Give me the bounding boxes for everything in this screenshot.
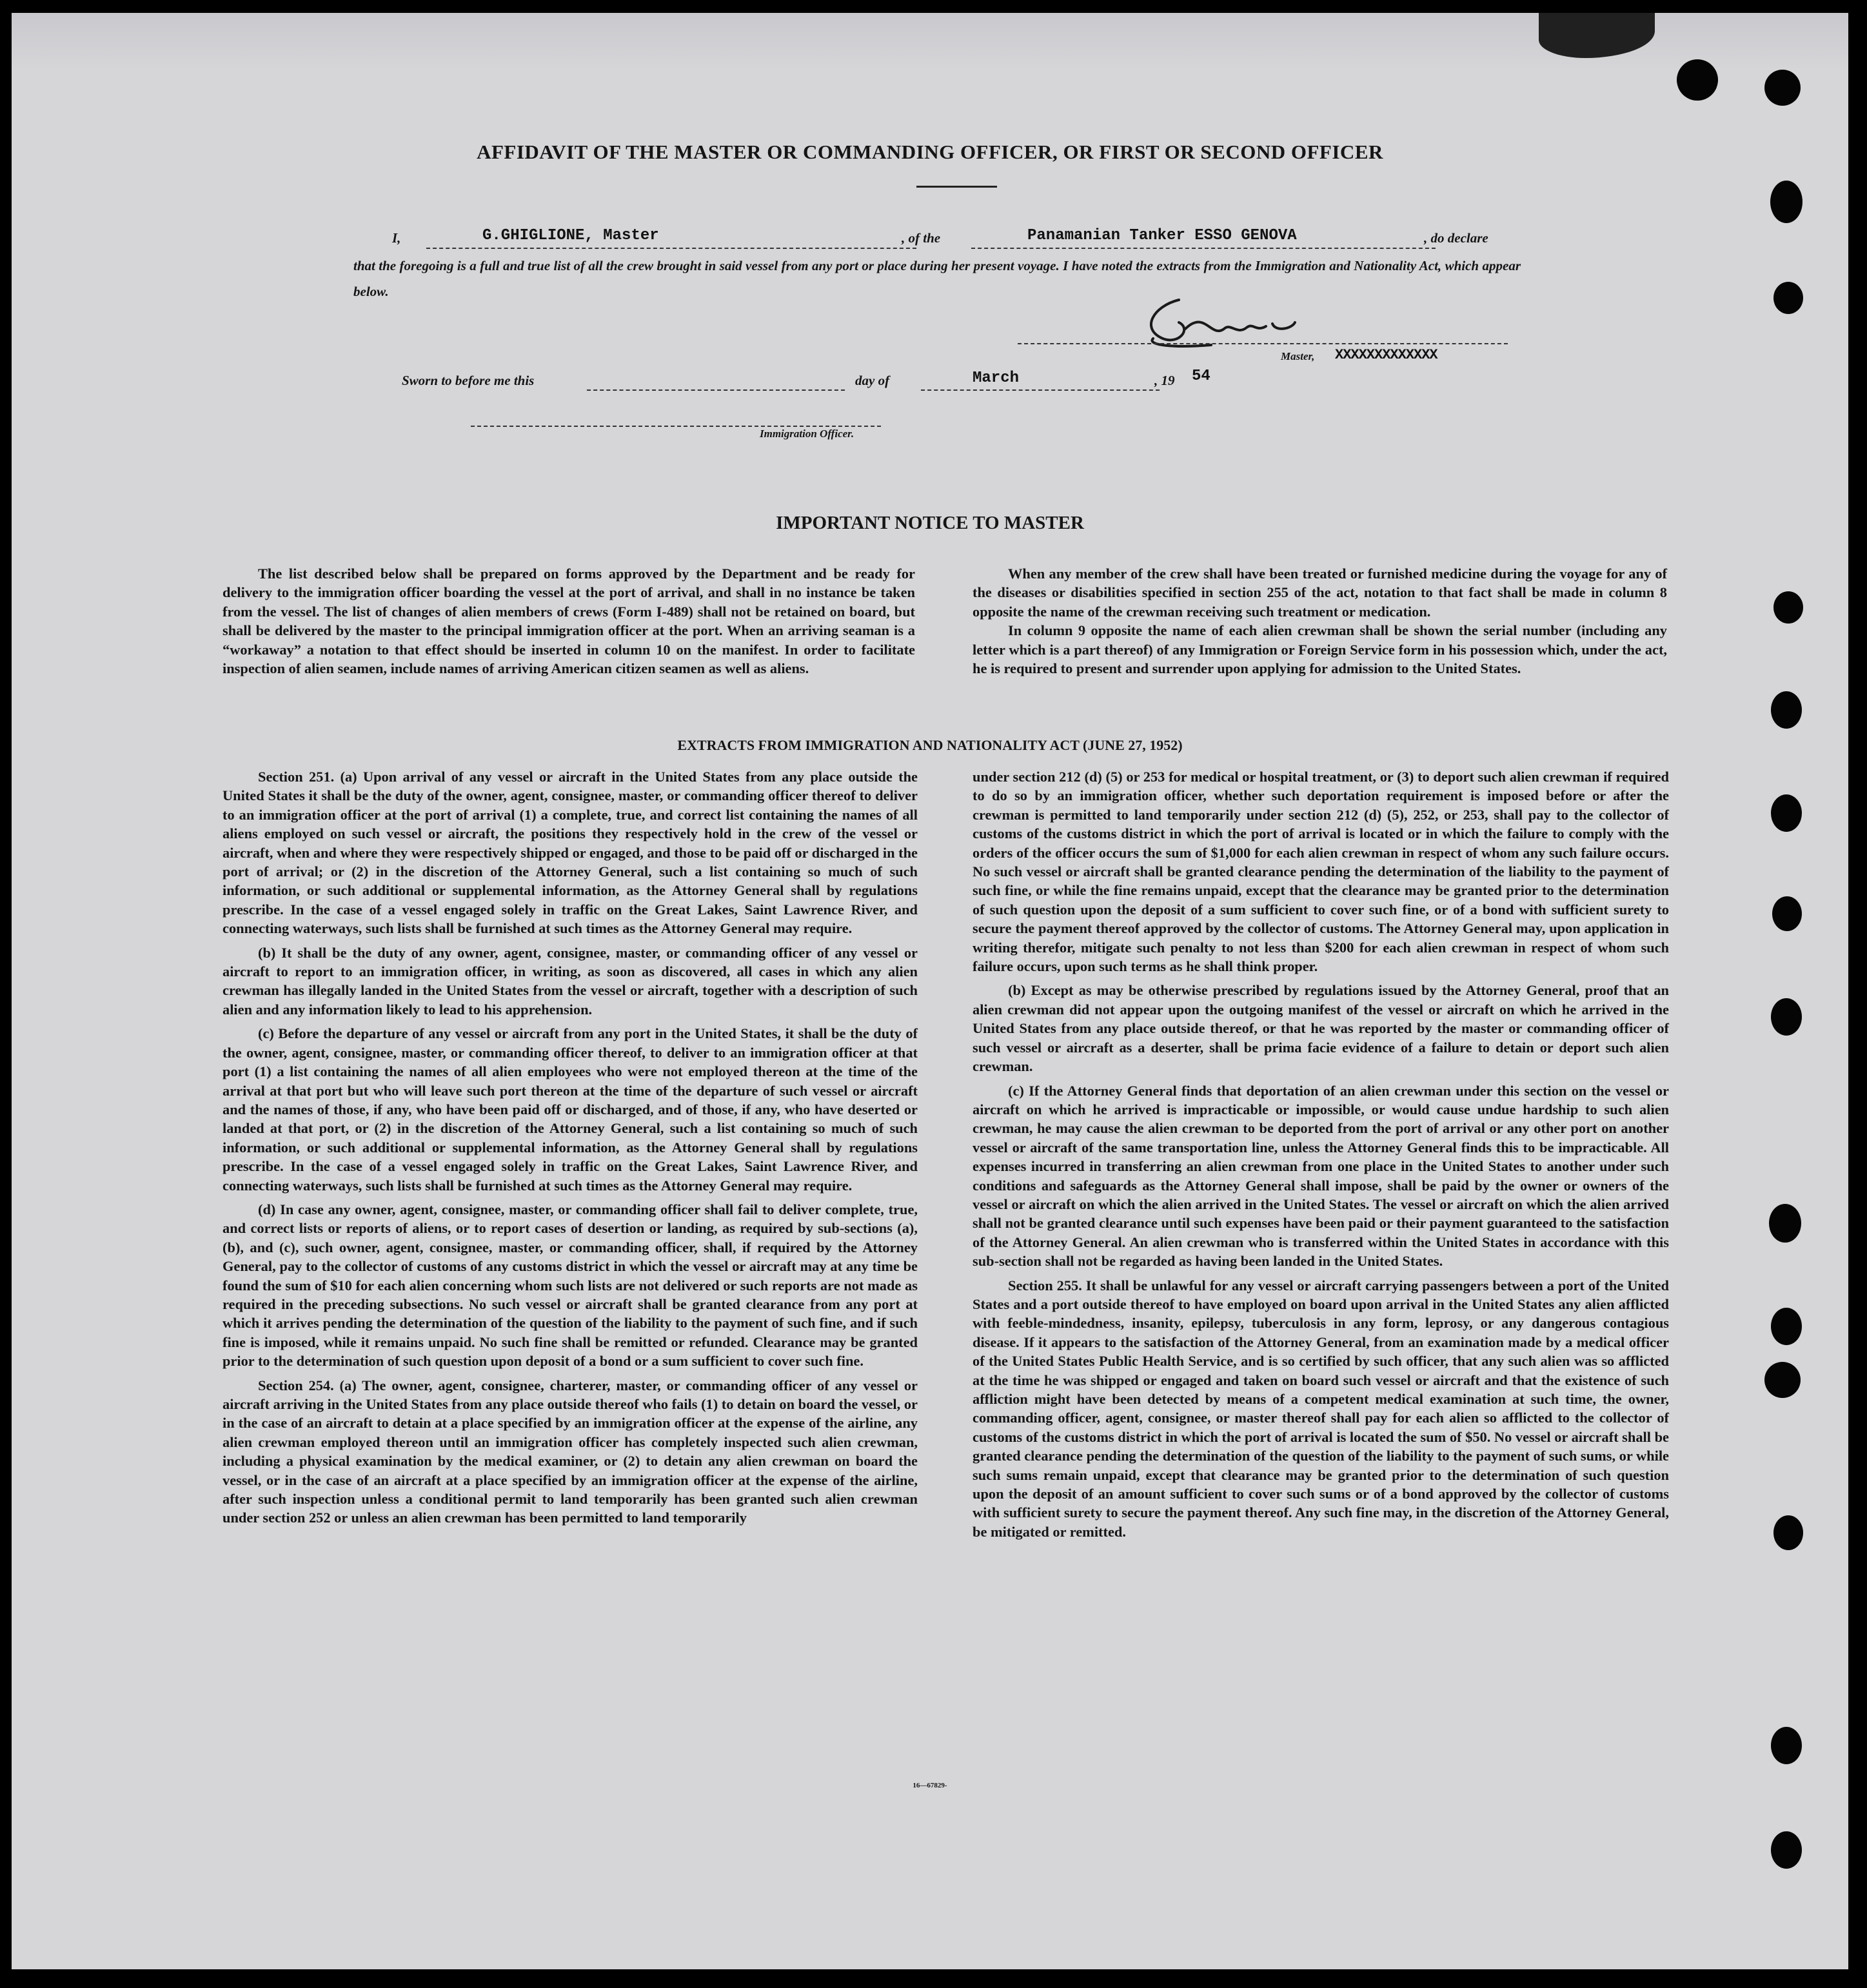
section-251-c: (c) Before the departure of any vessel or aircraft from any port in the United States, it shall be the duty of the owner, agent, consignee, master, or commanding officer thereof, to deliver to an immigration officer at that port (1) a list containing the names of all alien employees who were not employed thereon at the time of the arrival at that port but who will leave such port thereon at the time of the departure of such vessel or aircraft and the names of those, if any, who have been paid off or discharged, and of those, if any, who have deserted or landed at that port, or (2) in the discretion of the Attorney General, such a list containing so much of such information, or such additional or supplemental information, as the Attorney General shall by regulations prescribe. In the case of a vessel engaged solely in traffic on the Great Lakes, Saint Lawrence River, and connecting waterways, such lists shall be furnished at such times as the Attorney General may require. <box>222 1025 918 1194</box>
section-254-c: (c) If the Attorney General finds that deportation of an alien crewman under this section on the vessel or aircraft on which he arrived is impracticable or impossible, or would cause undue hardship to such alien crewman, he may cause the alien crewman to be deported from the port of arrival or any other port on another vessel or aircraft of the same transportation line, unless the Attorney General finds this to be impracticable. All expenses incurred in transferring an alien crewman from one place in the United States to another under such conditions and safeguards as the Attorney General shall impose, shall be paid by the owner or owners of the vessel or aircraft on which the alien arrived in the United States. The vessel or aircraft on which the alien arrived shall not be granted clearance until such expenses have been paid or their payment guaranteed to the satisfaction of the Attorney General. An alien crewman who is transferred within the United States in accordance with this sub-section shall not be regarded as having been landed in the United States. <box>973 1082 1669 1270</box>
form-number: 16—67829- <box>913 1782 947 1789</box>
vessel-name-value: Panamanian Tanker ESSO GENOVA <box>1027 227 1297 244</box>
notice-title: IMPORTANT NOTICE TO MASTER <box>776 513 1084 533</box>
notice-left-paragraph: The list described below shall be prepared on forms approved by the Department and be ready for delivery to the immigration officer boarding the vessel at the port of arrival, and shall in no instance be taken from the vessel. The list of changes of alien members of crews (Form I-489) shall not be retained on board, but shall be delivered by the master to the principal immigration officer at the port. When an arriving seaman is a “workaway” a notation to that effect should be inserted in column 10 on the manifest. In order to facilitate inspection of alien seamen, include names of arriving American citizen seamen as well as aliens. <box>222 566 915 677</box>
notice-left-column <box>222 564 915 683</box>
section-251-d: (d) In case any owner, agent, consignee, master, or commanding officer shall fail to deliver complete, true, and correct lists or reports of aliens, or to report cases of desertion or landing, as required by sub-sections (a), (b), and (c), such owner, agent, consignee, master, or commanding officer, shall, if required by the Attorney General, pay to the collector of customs of any customs district in which the vessel or aircraft may at any time be found the sum of $10 for each alien concerning whom such lists are not delivered or such reports are not made as required in the preceding subsections. No such vessel or aircraft shall be granted clearance from any port at which it arrives pending the determination of the question of the liability to the payment of such fine, and if such fine is imposed, while it remains unpaid. No such fine shall be remitted or refunded. Clearance may be granted prior to the determination of such question upon deposit of a bond or a sum sufficient to cover such fine. <box>222 1201 918 1370</box>
punch-hole <box>1764 1362 1801 1398</box>
punch-hole <box>1771 691 1802 729</box>
master-name-value: G.GHIGLIONE, Master <box>482 227 659 244</box>
notice-right-paragraph-2: In column 9 opposite the name of each alien crewman shall be shown the serial number (including any letter which is a part thereof) of any Immigration or Foreign Service form in his possession which, under the act, he is required to present and surrender upon applying for admission to the United States. <box>973 622 1667 677</box>
affidavit-title: AFFIDAVIT OF THE MASTER OR COMMANDING OFFICER, OR FIRST OR SECOND OFFICER <box>477 141 1383 163</box>
signature-caption: Master, <box>1281 350 1315 362</box>
sworn-day-line <box>587 389 845 391</box>
punch-hole <box>1769 1204 1801 1243</box>
year-value: 54 <box>1192 368 1210 385</box>
notice-right-paragraph-1: When any member of the crew shall have been treated or furnished medicine during the voyage for any of the diseases or disabilities specified in section 255 of the act, notation to that fact shall be made in column 8 opposite the name of the crewman receiving such treatment or medication. <box>973 566 1667 620</box>
of-the-label: , of the <box>902 230 941 246</box>
punch-hole <box>1771 1831 1802 1869</box>
punch-hole <box>1771 794 1802 832</box>
section-254-a: Section 254. (a) The owner, agent, consignee, charterer, master, or commanding officer of any vessel or aircraft arriving in the United States from any place outside thereof who fails (1) to detain on board the vessel, or in the case of an aircraft to detain at a place specified by an immigration officer at the expense of the airline, any alien crewman employed thereon until an immigration officer has completely inspected such alien crewman, including a physical examination by the medical examiner, or (2) to detain any alien crewman on board the vessel, or in the case of an aircraft at a place specified by an immigration officer at the expense of the airline, after such inspection unless a conditional permit to land temporarily has been granted such alien crewman under section 252 or unless an alien crewman has been permitted to land temporarily <box>222 1377 918 1526</box>
section-254-b: (b) Except as may be otherwise prescribed by regulations issued by the Attorney General, proof that an alien crewman did not appear upon the outgoing manifest of the vessel or aircraft on which he arrived in the United States from any place outside thereof, or that he was reported by the master or commanding officer of such vessel or aircraft as a deserter, shall be prima facie evidence of a failure to detain or deport such alien crewman. <box>973 982 1669 1075</box>
struck-officer-title: XXXXXXXXXXXXX <box>1335 347 1437 363</box>
punch-hole <box>1773 1515 1803 1550</box>
punch-hole <box>1764 70 1801 106</box>
master-name-line <box>426 248 916 249</box>
month-value: March <box>973 369 1020 387</box>
do-declare-label: , do declare <box>1424 230 1488 246</box>
year-prefix: , 19 <box>1154 373 1175 388</box>
extracts-left-column <box>222 767 918 1533</box>
punch-hole <box>1770 181 1803 223</box>
punch-hole <box>1771 998 1802 1036</box>
punch-hole <box>1773 282 1803 314</box>
punch-hole <box>1772 896 1802 931</box>
extracts-title: EXTRACTS FROM IMMIGRATION AND NATIONALITY ACT (JUNE 27, 1952) <box>677 737 1183 753</box>
punch-hole <box>1677 59 1718 101</box>
punch-hole <box>1771 1308 1802 1345</box>
sworn-label: Sworn to before me this <box>402 373 535 388</box>
i-label: I, <box>392 230 401 246</box>
section-254-a-continued: under section 212 (d) (5) or 253 for medical or hospital treatment, or (3) to deport such alien crewman if required to do so by an immigration officer, whether such deportation requirement is imposed before or after the crewman is permitted to land temporarily under section 212 (d) (5), 252, or 253, shall pay to the collector of customs of the customs district in which the port of arrival is located or in which the failure to comply with the orders of the officer occurs the sum of $1,000 for each alien crewman in respect of whom any such failure occurs. No such vessel or aircraft shall be granted clearance pending the determination of the liability to the payment of such fine, or while the fine remains unpaid, except that the clearance may be granted prior to the determination of such question upon the deposit of a sum sufficient to cover such fine, or of a bond with sufficient surety to secure the payment thereof approved by the collector of customs. The Attorney General may, upon application in writing therefor, mitigate such penalty to not less than $200 for each alien crewman in respect of whom such failure occurs, upon such terms as he shall think proper. <box>973 769 1669 975</box>
punch-hole <box>1773 591 1803 624</box>
document-page <box>12 13 1848 1969</box>
immigration-officer-line <box>471 426 881 427</box>
month-line <box>921 389 1160 391</box>
declaration-text: that the foregoing is a full and true list of all the crew brought in said vessel from any port or place during her present voyage. I have noted the extracts from the Immigration and Nationality Act, which appear below. <box>353 258 1521 299</box>
extracts-right-column <box>973 767 1669 1546</box>
title-rule <box>916 186 997 188</box>
section-251-b: (b) It shall be the duty of any owner, agent, consignee, master, or commanding officer of any vessel or aircraft to report to an immigration officer, in writing, as soon as discovered, all cases in which any alien crewman has illegally landed in the United States from the vessel or aircraft, together with a description of such alien and any information likely to lead to his apprehension. <box>222 944 918 1018</box>
signature-line <box>1018 343 1508 344</box>
vessel-name-line <box>971 248 1436 249</box>
notice-right-column <box>973 564 1667 683</box>
section-251-a: Section 251. (a) Upon arrival of any vessel or aircraft in the United States from any place outside the United States it shall be the duty of the owner, agent, consignee, master, or commanding officer thereof to deliver to an immigration officer at the port of arrival (1) a complete, true, and correct list containing the names of all aliens employed on such vessel or aircraft, the positions they respectively hold in the crew of the vessel or aircraft, when and where they were respectively shipped or engaged, and those to be paid off or discharged in the port of arrival; or (2) in the discretion of the Attorney General, such a list containing so much of such information, or such additional or supplemental information, as the Attorney General shall by regulations prescribe. In the case of a vessel engaged solely in traffic on the Great Lakes, Saint Lawrence River, and connecting waterways, such lists shall be furnished at such times as the Attorney General may require. <box>222 769 918 937</box>
immigration-officer-label: Immigration Officer. <box>760 428 854 440</box>
section-255: Section 255. It shall be unlawful for any vessel or aircraft carrying passengers between a port of the United States and a port outside thereof to have employed on board upon arrival in the United States any alien afflicted with feeble-mindedness, insanity, epilepsy, tuberculosis in any form, leprosy, or any dangerous contagious disease. If it appears to the satisfaction of the Attorney General, from an examination made by a medical officer of the United States Public Health Service, and is so certified by such officer, that any such alien was so afflicted at the time he was shipped or engaged and taken on board such vessel or aircraft and that the existence of such affliction might have been detected by means of a competent medical examination at such time, the owner, commanding officer, agent, consignee, or master thereof shall pay for each alien so afflicted to the collector of customs of the customs district in which the port of arrival is located the sum of $50. No vessel or aircraft shall be granted clearance pending the determination of the question of the liability to the payment of such sums, or while such sums remain unpaid, except that clearance may be granted prior to the determination of such question upon the deposit of an amount sufficient to cover such sums or of a bond approved by the collector of customs with sufficient surety to secure the payment thereof. Any such fine may, in the discretion of the Attorney General, be mitigated or remitted. <box>973 1277 1669 1540</box>
day-of-label: day of <box>855 373 890 388</box>
punch-hole <box>1771 1727 1802 1764</box>
